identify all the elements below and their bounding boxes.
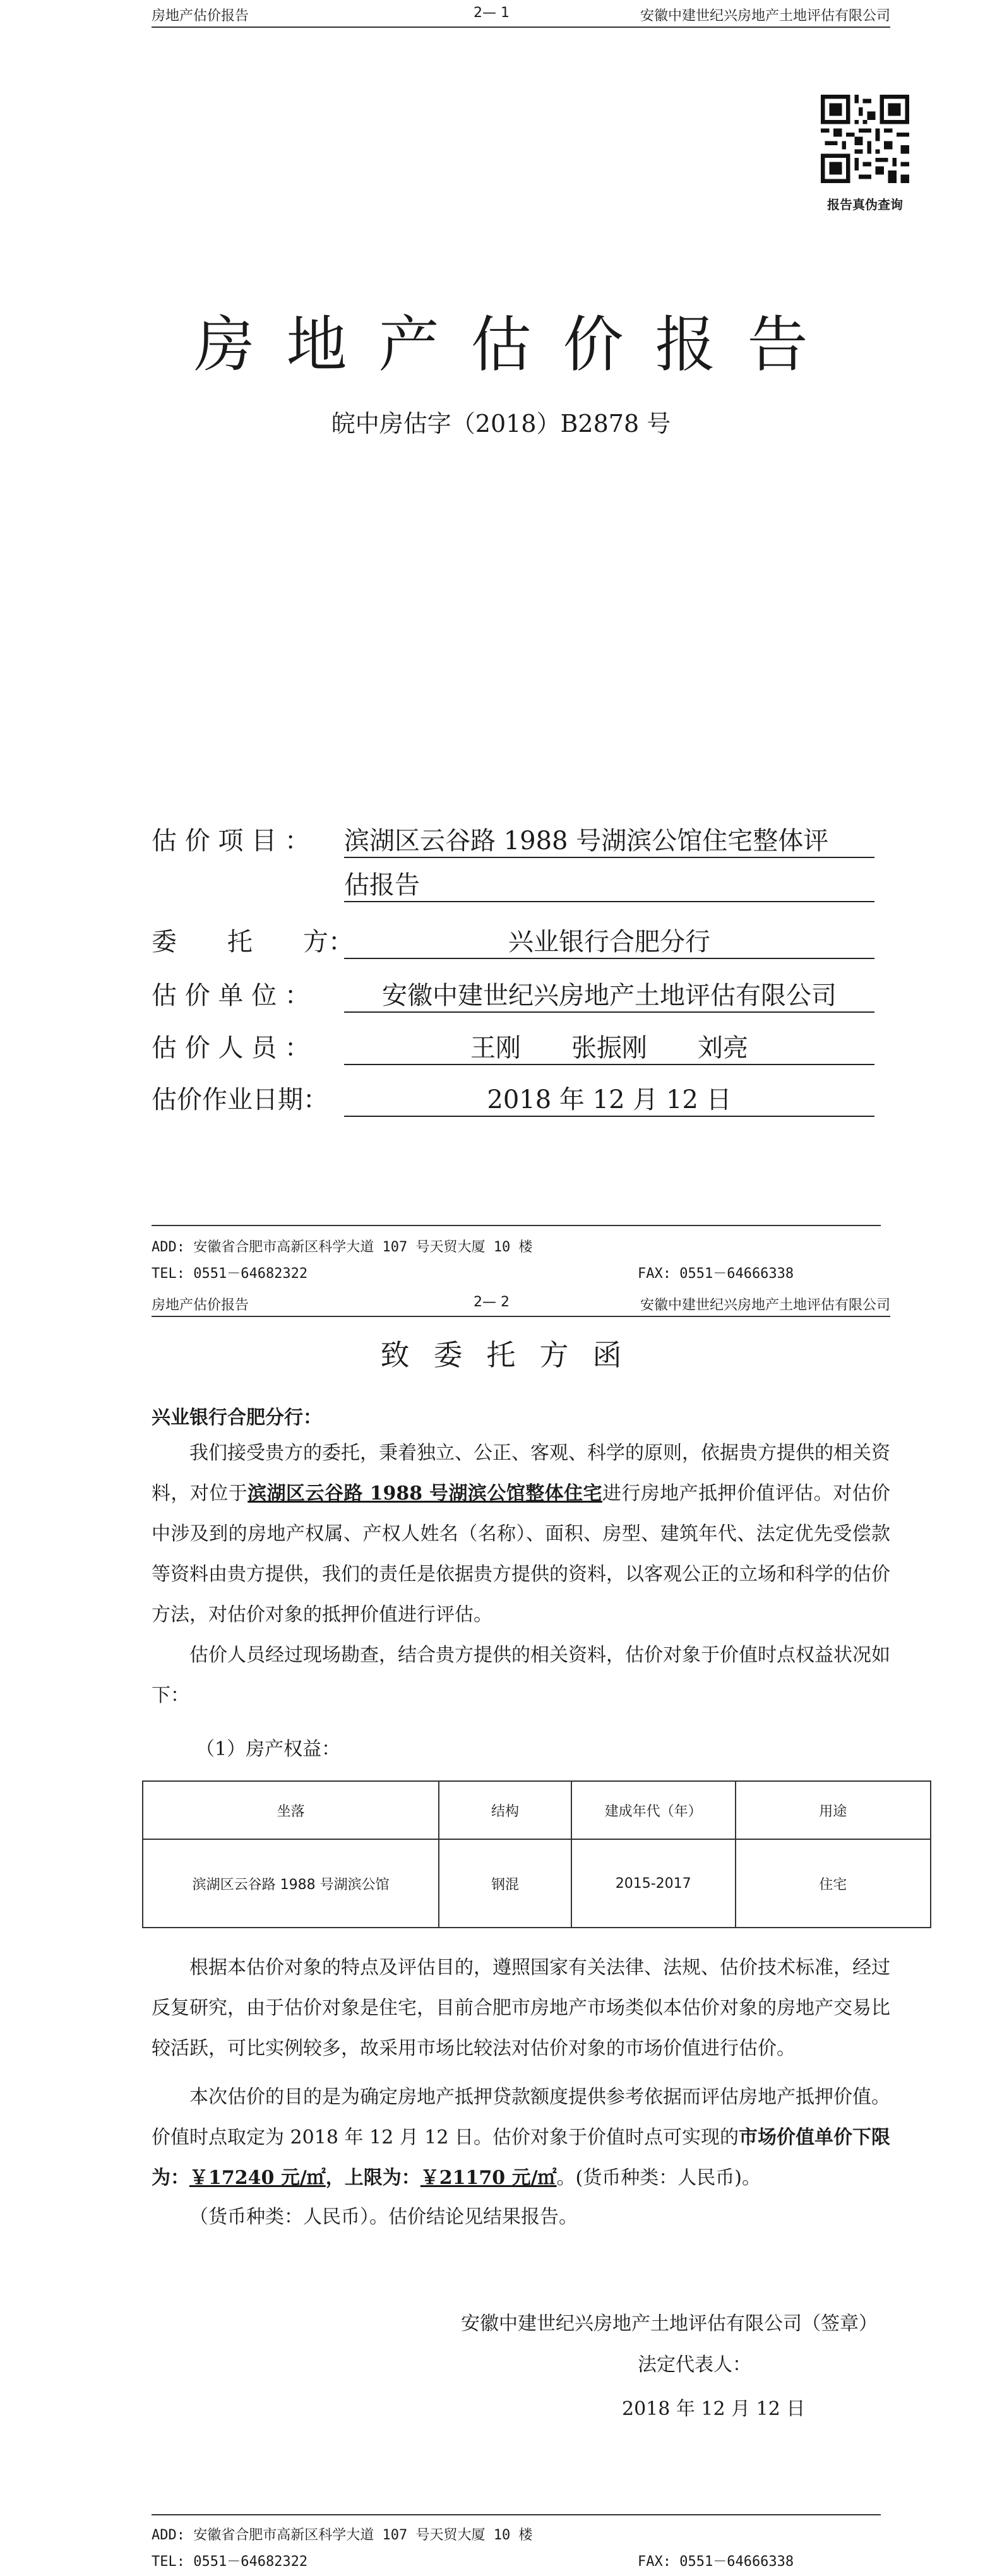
text-span: ，上限为： [325,2167,420,2189]
project-value-line2: 估报告 [344,865,874,902]
sign-date: 2018 年 12 月 12 日 [622,2398,806,2420]
property-address: 滨湖区云谷路 1988 号湖滨公馆整体住宅 [248,1482,602,1505]
table-header-row [143,1781,931,1839]
header-company: 安徽中建世纪兴房地产土地评估有限公司 [640,8,890,24]
footer-fax: FAX: 0551－64666338 [638,2554,794,2570]
text-span: 我们接受贵方的委托，秉着独立、公正、客观、科学的原则，依据贵方提供的相关资料，对位于 [152,1442,890,1505]
text-span: 。(货币种类：人民币)。 [556,2167,761,2189]
price-label: 市场价值单价下限为： [152,2126,890,2189]
footer-divider [152,1225,881,1226]
paragraph-valuation [152,2077,890,2198]
document-number: 皖中房估字（2018）B2878 号 [331,410,671,438]
table-header-structure: 结构 [439,1781,571,1839]
page-header [152,0,890,28]
qr-label: 报告真伪查询 [827,197,903,212]
property-rights-table [142,1780,931,1928]
section-property-rights: （1）房产权益： [196,1738,341,1760]
client-value: 兴业银行合肥分行 [344,922,874,959]
report-title: 房地产估价报告 [194,309,840,380]
paragraph-conclusion: （货币种类：人民币）。估价结论见结果报告。 [189,2206,578,2228]
paragraph-commission [152,1433,890,1635]
work-date-value: 2018 年 12 月 12 日 [344,1080,874,1117]
paragraph-survey: 估价人员经过现场勘查，结合贵方提供的相关资料，估价对象于价值时点权益状况如下： [152,1644,890,1707]
footer-divider [152,2514,881,2515]
table-header-year: 建成年代（年） [571,1781,736,1839]
paragraph-method: 根据本估价对象的特点及评估目的，遵照国家有关法律、法规、估价技术标准，经过反复研究，由于估价对象是住宅，目前合肥市房地产市场类似本估价对象的房地产交易比较活跃，可比实例较多，故采用市场比较法对估价对象的市场价值进行估价。 [152,1957,890,2060]
header-page-number: 2— 1 [474,5,510,21]
project-value-line1: 滨湖区云谷路 1988 号湖滨公馆住宅整体评 [344,821,874,858]
footer-tel: TEL: 0551－64682322 [152,2554,308,2570]
cell-structure: 钢混 [439,1839,571,1928]
appraisers-value: 王刚 张振刚 刘亮 [344,1028,874,1065]
info-label: 委 托 方： [152,927,354,957]
appraiser-unit-value: 安徽中建世纪兴房地产土地评估有限公司 [344,975,874,1013]
sign-company: 安徽中建世纪兴房地产土地评估有限公司（签章） [461,2313,878,2335]
letter-title: 致委托方函 [380,1338,646,1372]
text-span: 本次估价的目的是为确定房地产抵押贷款额度提供参考依据而评估房地产抵押价值。价值时点取定为 2018 年 12 月 12 日。估价对象于价值时点可实现的 [152,2086,890,2149]
sign-legal-rep: 法定代表人： [638,2354,751,2376]
cell-location: 滨湖区云谷路 1988 号湖滨公馆 [143,1839,439,1928]
info-label: 估价作业日期： [152,1085,328,1114]
footer-address: ADD: 安徽省合肥市高新区科学大道 107 号天贸大厦 10 楼 [152,2527,533,2543]
footer-address: ADD: 安徽省合肥市高新区科学大道 107 号天贸大厦 10 楼 [152,1239,533,1255]
table-row [143,1839,931,1928]
page-header [152,1289,890,1317]
header-page-number: 2— 2 [474,1294,510,1310]
price-lower: ￥17240 元/㎡ [189,2167,326,2189]
header-report-type: 房地产估价报告 [152,1297,249,1313]
table-header-usage: 用途 [736,1781,931,1839]
table-header-location: 坐落 [143,1781,439,1839]
price-upper: ￥21170 元/㎡ [420,2167,557,2189]
header-report-type: 房地产估价报告 [152,8,249,24]
info-label: 估 价 人 员 ： [152,1034,310,1063]
qr-code-icon[interactable] [821,95,909,183]
info-label: 估 价 项 目 ： [152,826,310,856]
cell-usage: 住宅 [736,1839,931,1928]
letter-addressee: 兴业银行合肥分行： [152,1407,322,1429]
text-span: 进行房地产抵押价值评估。对估价中涉及到的房地产权属、产权人姓名（名称）、面积、房型、建筑年代、法定优先受偿款等资料由贵方提供，我们的责任是依据贵方提供的资料，以客观公正的立场和科学的估价方法，对估价对象的抵押价值进行评估。 [152,1482,891,1626]
cell-year: 2015-2017 [571,1839,736,1928]
footer-tel: TEL: 0551－64682322 [152,1266,308,1282]
footer-fax: FAX: 0551－64666338 [638,1266,794,1282]
header-company: 安徽中建世纪兴房地产土地评估有限公司 [640,1297,890,1313]
info-label: 估 价 单 位 ： [152,981,310,1010]
